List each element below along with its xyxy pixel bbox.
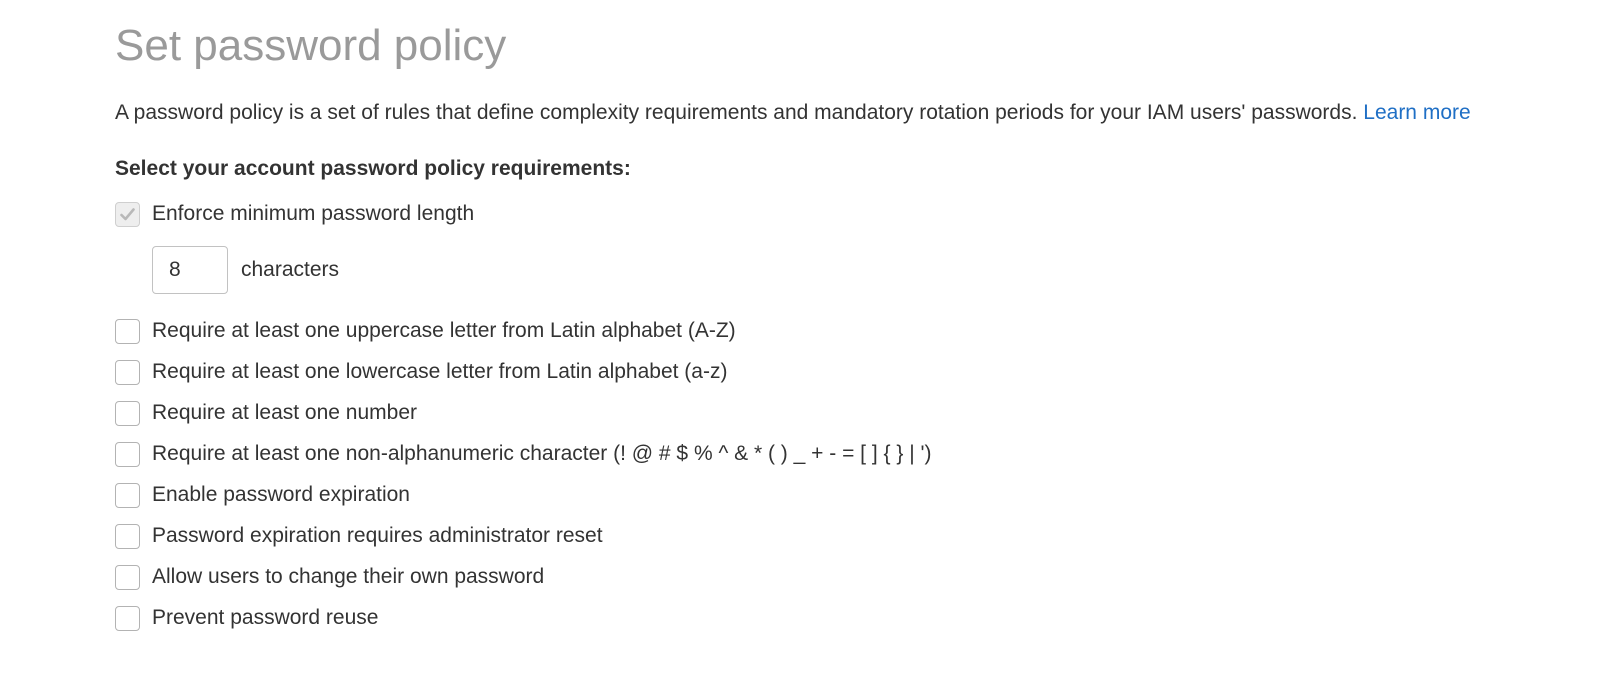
allow-change-label: Allow users to change their own password [152, 565, 545, 588]
requirements-heading: Select your account password policy requirements: [115, 157, 631, 180]
lowercase-checkbox[interactable] [115, 360, 140, 385]
page-title: Set password policy [115, 21, 507, 70]
option-prevent-reuse[interactable] [115, 603, 378, 633]
option-non-alphanumeric[interactable] [115, 439, 932, 469]
enforce-min-length-checkbox [115, 202, 140, 227]
option-expiration[interactable] [115, 480, 410, 510]
prevent-reuse-label: Prevent password reuse [152, 606, 379, 629]
option-allow-change[interactable] [115, 562, 544, 592]
option-lowercase[interactable] [115, 357, 727, 387]
option-number[interactable] [115, 398, 417, 428]
uppercase-checkbox[interactable] [115, 319, 140, 344]
admin-reset-checkbox[interactable] [115, 524, 140, 549]
admin-reset-label: Password expiration requires administrator reset [152, 524, 603, 547]
expiration-label: Enable password expiration [152, 483, 410, 506]
number-checkbox[interactable] [115, 401, 140, 426]
min-length-unit: characters [241, 258, 340, 281]
prevent-reuse-checkbox[interactable] [115, 606, 140, 631]
non-alphanumeric-checkbox[interactable] [115, 442, 140, 467]
option-admin-reset[interactable] [115, 521, 603, 551]
lowercase-label: Require at least one lowercase letter from Latin alphabet (a-z) [152, 360, 728, 383]
enforce-min-length-option [115, 199, 474, 229]
non-alphanumeric-label: Require at least one non-alphanumeric character (! @ # $ % ^ & * ( ) _ + - = [ ] { } | ') [152, 442, 932, 465]
description-text: A password policy is a set of rules that define complexity requirements and mandatory rotation periods for your IAM users' passwords. [115, 101, 1358, 124]
number-label: Require at least one number [152, 401, 417, 424]
uppercase-label: Require at least one uppercase letter from Latin alphabet (A-Z) [152, 319, 736, 342]
option-uppercase[interactable] [115, 316, 736, 346]
enforce-min-length-label: Enforce minimum password length [152, 202, 475, 225]
allow-change-checkbox[interactable] [115, 565, 140, 590]
min-length-row [152, 246, 339, 294]
min-length-input[interactable] [152, 246, 228, 294]
policy-description [115, 100, 1471, 126]
expiration-checkbox[interactable] [115, 483, 140, 508]
learn-more-link[interactable]: Learn more [1363, 101, 1471, 124]
check-icon [119, 206, 136, 223]
